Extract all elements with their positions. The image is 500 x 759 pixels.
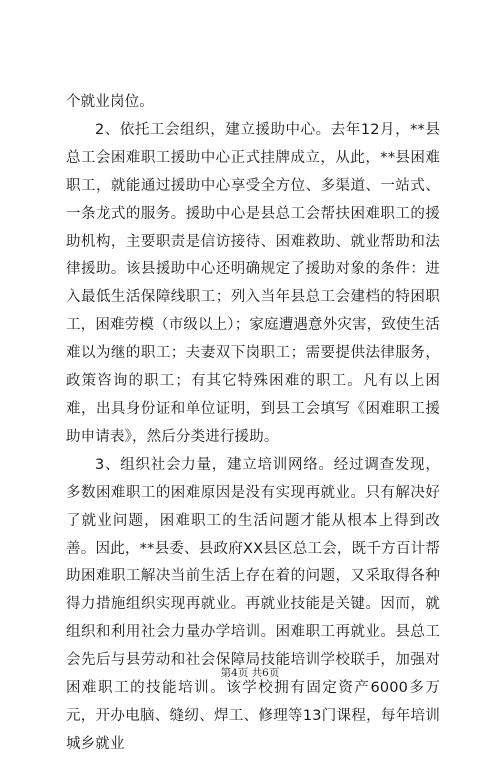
paragraph-training-network: 3、组织社会力量，建立培训网络。经过调查发现，多数困难职工的困难原因是没有实现再就业。只有解决好了就业问题，困难职工的生活问题才能从根本上得到改善。因此，**县委、县政府XX县区总工会，既千方百计帮助困难职工解决当前生活上存在着的问题，又采取得各种得力措施组织实现再就业。再就业技能是关键。因而，就组织和利用社会力量办学培训。困难职工再就业。县总工会先后与县劳动和社会保障局技能培训学校联手，加强对困难职工的技能培训。该学校拥有固定资产6000多万元，开办电脑、缝纫、焊工、修理等13门课程，每年培训城乡就业: [66, 456, 440, 752]
paragraph-continuation: 个就业岗位。: [66, 94, 154, 110]
document-body: [66, 89, 440, 759]
page-footer: 第4页 共6页: [220, 667, 280, 679]
paragraph-assistance-center: 2、依托工会组织，建立援助中心。去年12月，**县总工会困难职工援助中心正式挂牌成立，从此，**县困难职工，就能通过援助中心享受全方位、多渠道、一站式、一条龙式的服务。援助中心是县总工会帮扶困难职工的援助机构，主要职责是信访接待、困难救助、就业帮助和法律援助。该县援助中心还明确规定了援助对象的条件：进入最低生活保障线职工；列入当年县总工会建档的特困职工，困难劳模（市级以上）；家庭遭遇意外灾害，致使生活难以为继的职工；夫妻双下岗职工；需要提供法律服务，政策咨询的职工；有其它特殊困难的职工。凡有以上困难，出具身份证和单位证明，到县工会填写《困难职工援助申请表》，然后分类进行援助。: [66, 121, 440, 445]
